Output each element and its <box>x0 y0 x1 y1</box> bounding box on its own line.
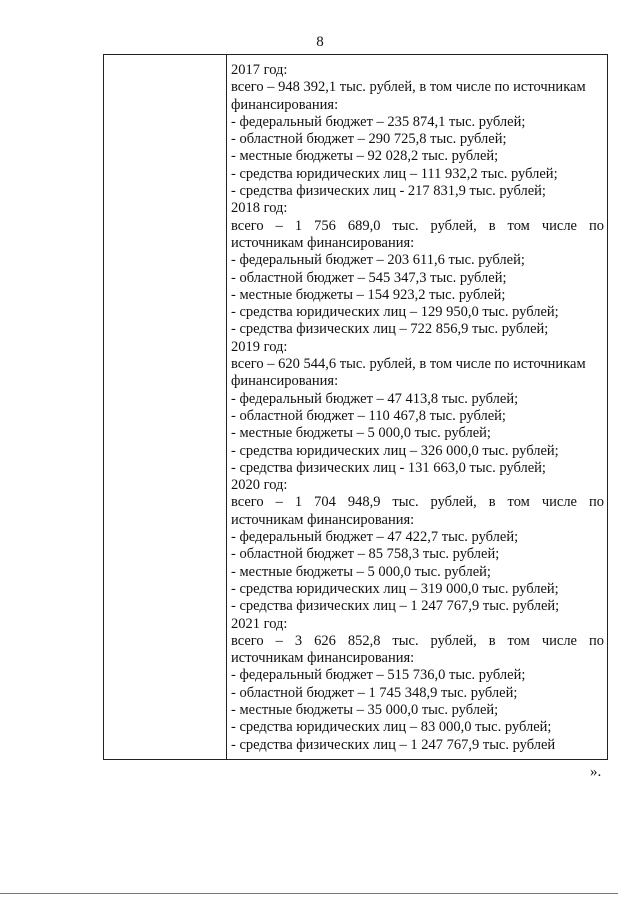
text-line: - средства физических лиц – 1 247 767,9 тыс. рублей; <box>231 598 560 615</box>
year-heading-2020: 2020 год: <box>231 477 288 494</box>
text-line: источникам финансирования: <box>231 234 415 251</box>
closing-quote: ». <box>590 764 602 780</box>
text-line: - средства юридических лиц – 129 950,0 тыс. рублей; <box>231 304 559 321</box>
text-line: - областной бюджет – 545 347,3 тыс. рублей; <box>231 269 507 286</box>
text-line: - местные бюджеты – 5 000,0 тыс. рублей; <box>231 425 491 442</box>
financing-cell <box>231 62 604 754</box>
text-line: - областной бюджет – 85 758,3 тыс. рублей; <box>231 546 500 563</box>
text-line: - местные бюджеты – 35 000,0 тыс. рублей; <box>231 701 499 718</box>
total-line-2018: всего – 1 756 689,0 тыс. рублей, в том числе по <box>231 217 604 234</box>
text-line: - местные бюджеты – 154 923,2 тыс. рублей; <box>231 286 506 303</box>
text-line: - федеральный бюджет – 203 611,6 тыс. рублей; <box>231 252 525 269</box>
text-line: - средства юридических лиц – 326 000,0 тыс. рублей; <box>231 442 559 459</box>
text-line: - федеральный бюджет – 47 422,7 тыс. рублей; <box>231 529 519 546</box>
text-line: - средства физических лиц – 1 247 767,9 тыс. рублей <box>231 736 556 753</box>
text-line: - средства физических лиц – 722 856,9 тыс. рублей; <box>231 321 549 338</box>
text-line: - федеральный бюджет – 235 874,1 тыс. рублей; <box>231 113 526 130</box>
year-heading-2017: 2017 год: <box>231 62 288 78</box>
total-line-2020: всего – 1 704 948,9 тыс. рублей, в том числе по <box>231 494 604 511</box>
text-line: - местные бюджеты – 92 028,2 тыс. рублей; <box>231 148 499 165</box>
total-line-2019: всего – 620 544,6 тыс. рублей, в том числе по источникам <box>231 356 586 373</box>
page-number: 8 <box>316 34 324 50</box>
text-line: - федеральный бюджет – 47 413,8 тыс. рублей; <box>231 390 519 407</box>
text-line: - средства физических лиц - 217 831,9 тыс. рублей; <box>231 183 546 200</box>
text-line: - областной бюджет – 290 725,8 тыс. рублей; <box>231 131 507 148</box>
text-line: - средства юридических лиц – 83 000,0 тыс. рублей; <box>231 719 552 736</box>
total-line-2021: всего – 3 626 852,8 тыс. рублей, в том числе по <box>231 632 604 649</box>
year-heading-2019: 2019 год: <box>231 338 288 355</box>
text-line: финансирования: <box>231 96 339 113</box>
total-line-2017: всего – 948 392,1 тыс. рублей, в том числе по источникам <box>231 79 586 96</box>
text-line: - средства юридических лиц – 319 000,0 тыс. рублей; <box>231 580 559 597</box>
footer-rule <box>0 893 618 894</box>
text-line: - областной бюджет – 1 745 348,9 тыс. рублей; <box>231 684 518 701</box>
text-line: - средства физических лиц - 131 663,0 тыс. рублей; <box>231 459 546 476</box>
text-line: - местные бюджеты – 5 000,0 тыс. рублей; <box>231 563 491 580</box>
text-line: финансирования: <box>231 373 339 390</box>
year-heading-2021: 2021 год: <box>231 615 288 632</box>
year-heading-2018: 2018 год: <box>231 200 288 217</box>
column-divider <box>226 54 227 760</box>
text-line: - областной бюджет – 110 467,8 тыс. рублей; <box>231 407 506 424</box>
text-line: источникам финансирования: <box>231 511 415 528</box>
text-line: источникам финансирования: <box>231 650 415 667</box>
text-line: - средства юридических лиц – 111 932,2 тыс. рублей; <box>231 165 558 182</box>
text-line: - федеральный бюджет – 515 736,0 тыс. рублей; <box>231 667 526 684</box>
